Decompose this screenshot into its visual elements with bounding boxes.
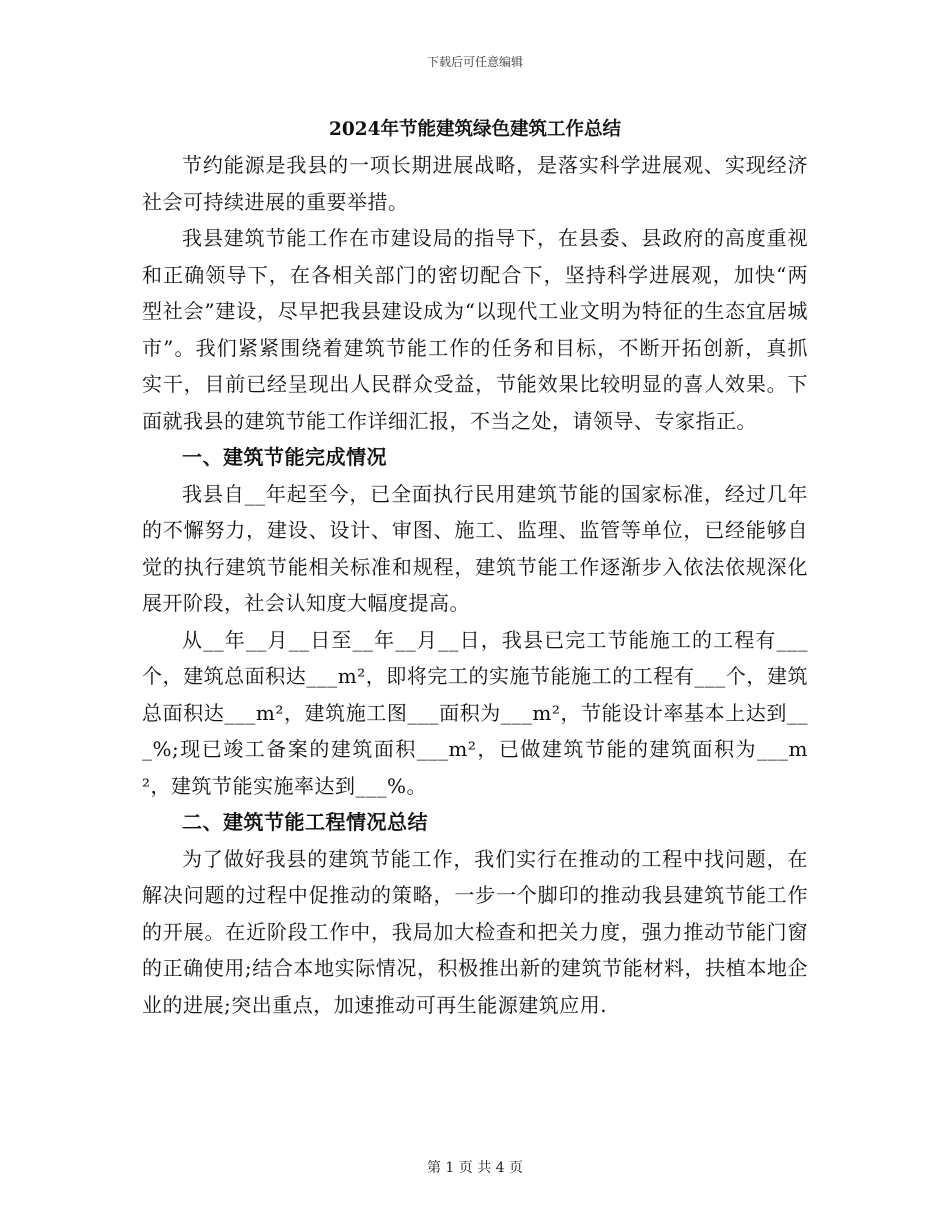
section-heading-1: 一、建筑节能完成情况 — [182, 445, 387, 469]
paragraph-summary: 为了做好我县的建筑节能工作，我们实行在推动的工程中找问题，在解决问题的过程中促推动的策略，一步一个脚印的推动我县建筑节能工作的开展。在近阶段工作中，我局加大检查和把关力度，强力推动节能门窗的正确使用;结合本地实际情况，积极推出新的建筑节能材料，扶植本地企业的进展;突出重点，加速推动可再生能源建筑应用. — [142, 846, 808, 1017]
section-heading-2: 二、建筑节能工程情况总结 — [182, 810, 428, 834]
paragraph-intro: 节约能源是我县的一项长期进展战略，是落实科学进展观、实现经济社会可持续进展的重要举措。 — [142, 153, 808, 214]
document-title: 2024年节能建筑绿色建筑工作总结 — [329, 119, 621, 140]
header-note: 下载后可任意编辑 — [426, 55, 523, 69]
paragraph-statistics: 从__年__月__日至__年__月__日，我县已完工节能施工的工程有___个，建筑总面积达___m²，即将完工的实施节能施工的工程有___个，建筑总面积达___m²，建筑施工图___面积为___m²，节能设计率基本上达到___%;现已竣工备案的建筑面积___m²，已做建筑节能的建筑面积为___m²，建筑节能实施率达到___%。 — [142, 627, 808, 798]
paragraph-overview: 我县建筑节能工作在市建设局的指导下，在县委、县政府的高度重视和正确领导下，在各相关部门的密切配合下，坚持科学进展观，加快“两型社会”建设，尽早把我县建设成为“以现代工业文明为特征的生态宜居城市”。我们紧紧围绕着建筑节能工作的任务和目标，不断开拓创新，真抓实干，目前已经呈现出人民群众受益，节能效果比较明显的喜人效果。下面就我县的建筑节能工作详细汇报，不当之处，请领导、专家指正。 — [142, 226, 808, 433]
document-body — [142, 147, 808, 1023]
paragraph-standards: 我县自__年起至今，已全面执行民用建筑节能的国家标准，经过几年的不懈努力，建设、设计、审图、施工、监理、监管等单位，已经能够自觉的执行建筑节能相关标准和规程，建筑节能工作逐渐步入依法依规深化展开阶段，社会认知度大幅度提高。 — [142, 481, 808, 615]
page-number: 第 1 页 共 4 页 — [426, 1160, 524, 1176]
